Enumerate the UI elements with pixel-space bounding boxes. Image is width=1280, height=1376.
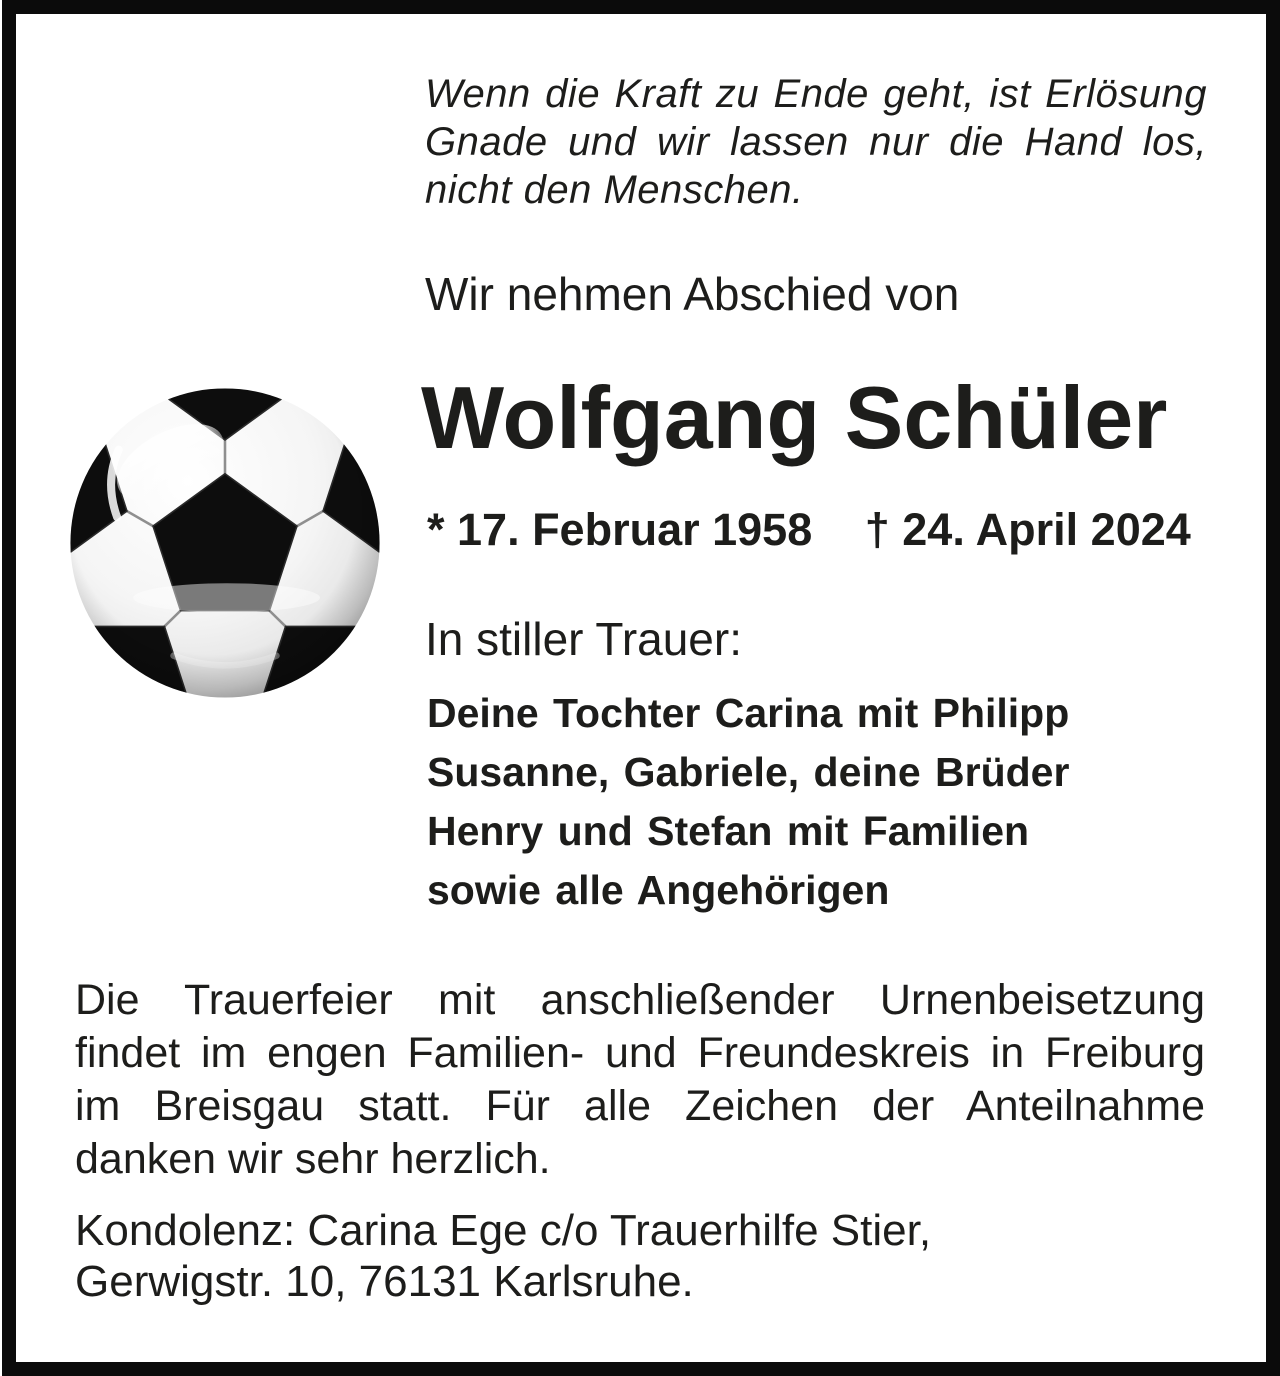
mourning-heading: In stiller Trauer: — [425, 613, 742, 665]
quote-line: Gnade und wir lassen nur die Hand los, — [425, 120, 1207, 164]
condolence-address — [75, 1205, 1205, 1307]
condolence-line: Gerwigstr. 10, 76131 Karlsruhe. — [75, 1257, 694, 1306]
mourners-list — [427, 684, 1117, 920]
mourner-line: Susanne, Gabriele, deine Brüder — [427, 749, 1070, 795]
announcement-line: im Breisgau statt. Für alle Zeichen der Anteilnahme — [75, 1082, 1205, 1130]
soccer-ball-image — [64, 382, 386, 704]
life-dates — [427, 504, 1191, 556]
announcement-line: danken wir sehr herzlich. — [75, 1135, 551, 1183]
intro-text: Wir nehmen Abschied von — [425, 268, 960, 320]
mourner-line: Henry und Stefan mit Familien — [427, 808, 1030, 854]
mourner-line: Deine Tochter Carina mit Philipp — [427, 690, 1070, 736]
announcement-line: findet im engen Familien- und Freundeskreis in Freiburg — [75, 1029, 1205, 1077]
funeral-announcement — [75, 974, 1205, 1186]
condolence-line: Kondolenz: Carina Ege c/o Trauerhilfe Stier, — [75, 1206, 932, 1255]
deceased-name: Wolfgang Schüler — [421, 368, 1168, 467]
death-date: † 24. April 2024 — [864, 504, 1191, 555]
announcement-line: Die Trauerfeier mit anschließender Urnenbeisetzung — [75, 976, 1205, 1024]
birth-date: * 17. Februar 1958 — [427, 504, 813, 555]
mourner-line: sowie alle Angehörigen — [427, 867, 890, 913]
quote-block — [425, 70, 1207, 214]
quote-line: Wenn die Kraft zu Ende geht, ist Erlösung — [425, 72, 1207, 116]
quote-line: nicht den Menschen. — [425, 168, 804, 212]
